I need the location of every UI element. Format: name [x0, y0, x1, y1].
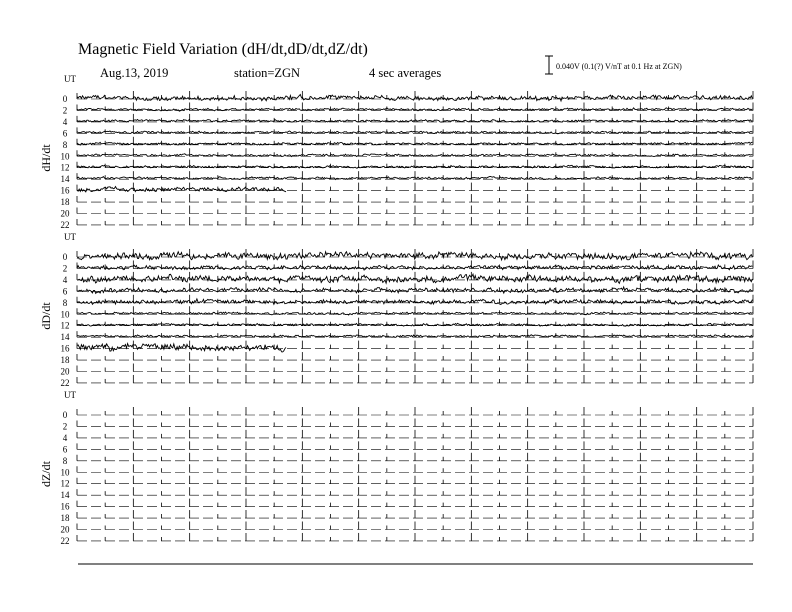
- panel-ylabel: dD/dt: [39, 302, 53, 330]
- chart-title: Magnetic Field Variation (dH/dt,dD/dt,dZ/dt): [78, 41, 368, 58]
- row-label: 16: [60, 501, 70, 512]
- trace-16: [77, 343, 286, 351]
- row-label: 20: [60, 366, 70, 377]
- ut-caption: UT: [64, 74, 76, 84]
- panel-dH-dt: [39, 74, 753, 230]
- row-label: 22: [60, 377, 70, 388]
- row-label: 14: [60, 490, 70, 501]
- row-label: 4: [62, 432, 68, 443]
- panel-dD-dt: [39, 232, 753, 388]
- chart-averaging: 4 sec averages: [369, 66, 442, 80]
- row-label: 2: [62, 263, 68, 274]
- row-label: 6: [62, 286, 68, 297]
- row-label: 22: [60, 535, 70, 546]
- ut-caption: UT: [64, 232, 76, 242]
- row-label: 18: [60, 513, 70, 524]
- row-label: 16: [60, 185, 70, 196]
- row-label: 20: [60, 208, 70, 219]
- row-label: 20: [60, 524, 70, 535]
- row-label: 8: [62, 455, 68, 466]
- panel-dZ-dt: [39, 390, 753, 546]
- row-label: 18: [60, 197, 70, 208]
- row-label: 12: [60, 478, 70, 489]
- panels: [39, 74, 753, 546]
- chart-station: station=ZGN: [234, 66, 301, 80]
- row-label: 4: [62, 116, 68, 127]
- row-label: 12: [60, 162, 70, 173]
- scale-bar-label: 0.040V (0.1(?) V/nT at 0.1 Hz at ZGN): [556, 62, 682, 71]
- row-label: 14: [60, 174, 70, 185]
- chart-date: Aug.13, 2019: [100, 66, 169, 80]
- row-label: 6: [62, 444, 68, 455]
- scale-bar: [545, 56, 682, 74]
- row-label: 12: [60, 320, 70, 331]
- row-label: 10: [60, 151, 70, 162]
- trace-16: [77, 187, 286, 192]
- row-label: 0: [62, 410, 68, 420]
- row-label: 4: [62, 274, 68, 285]
- row-label: 2: [62, 421, 68, 432]
- row-label: 6: [62, 128, 68, 139]
- row-label: 22: [60, 219, 70, 230]
- row-label: 14: [60, 332, 70, 343]
- row-label: 8: [62, 297, 68, 308]
- row-label: 18: [60, 355, 70, 366]
- panel-ylabel: dH/dt: [39, 144, 53, 172]
- row-label: 8: [62, 139, 68, 150]
- row-label: 2: [62, 105, 68, 116]
- row-label: 0: [62, 252, 68, 262]
- row-label: 10: [60, 309, 70, 320]
- row-label: 0: [62, 94, 68, 104]
- row-label: 16: [60, 343, 70, 354]
- ut-caption: UT: [64, 390, 76, 400]
- row-label: 10: [60, 467, 70, 478]
- panel-ylabel: dZ/dt: [39, 461, 53, 487]
